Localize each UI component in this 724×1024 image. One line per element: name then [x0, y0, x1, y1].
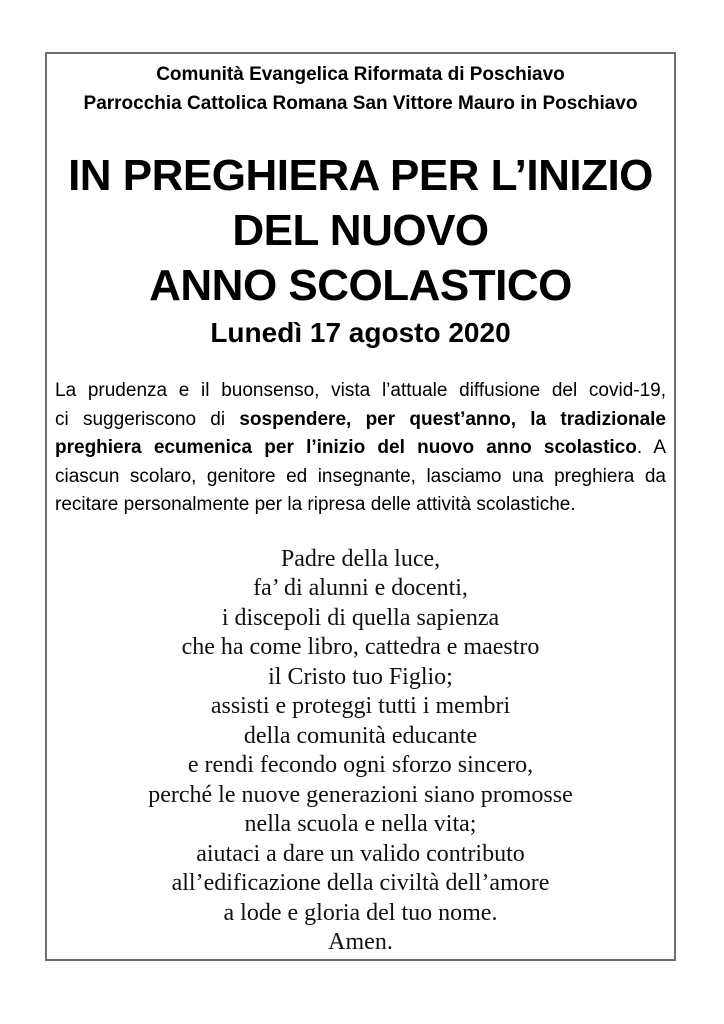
title-line-2: DEL NUOVO: [232, 206, 489, 255]
main-title: [53, 148, 668, 313]
org-name-catholic: Parrocchia Cattolica Romana San Vittore Mauro in Poschiavo: [83, 93, 638, 114]
prayer-line: perché le nuove generazioni siano promosse: [148, 781, 573, 808]
prayer-line: fa’ di alunni e docenti,: [253, 575, 468, 601]
page-border-frame: [45, 52, 676, 961]
event-date: Lunedì 17 agosto 2020: [210, 317, 511, 348]
title-line-1: IN PREGHIERA PER L’INIZIO: [68, 151, 653, 200]
notice-line: [55, 491, 666, 520]
notice-text: . A: [636, 437, 666, 458]
prayer-line: il Cristo tuo Figlio;: [268, 663, 453, 690]
notice-line: [55, 463, 666, 492]
prayer-text: [53, 545, 668, 958]
prayer-line: e rendi fecondo ogni sforzo sincero,: [187, 752, 534, 778]
prayer-line: assisti e proteggi tutti i membri: [210, 693, 511, 719]
church-header: [53, 60, 668, 118]
notice-text-bold: preghiera ecumenica per l’inizio del nuovo anno scolastico: [55, 437, 637, 458]
notice-line: [55, 434, 666, 463]
prayer-line: a lode e gloria del tuo nome.: [223, 899, 498, 926]
prayer-line: che ha come libro, cattedra e maestro: [181, 634, 540, 660]
notice-line: [55, 406, 666, 435]
prayer-line: i discepoli di quella sapienza: [221, 604, 500, 631]
prayer-line: della comunità educante: [243, 722, 478, 749]
notice-line: [55, 377, 666, 406]
notice-text: recitare personalmente per la ripresa delle attività scolastiche.: [55, 494, 576, 515]
prayer-line: Amen.: [328, 929, 393, 955]
title-line-3: ANNO SCOLASTICO: [149, 261, 572, 310]
prayer-line: aiutaci a dare un valido contributo: [196, 840, 525, 867]
notice-text: ci suggeriscono di: [55, 408, 240, 430]
prayer-line: nella scuola e nella vita;: [244, 811, 477, 837]
notice-text: La prudenza e il buonsenso, vista l’attuale diffusione del covid-19,: [55, 380, 666, 401]
covid-notice-paragraph: [53, 377, 668, 520]
notice-text-bold: sospendere, per quest’anno, la tradizionale: [239, 408, 666, 430]
prayer-line: Padre della luce,: [280, 545, 441, 572]
prayer-line: all’edificazione della civiltà dell’amore: [171, 870, 550, 896]
notice-text: ciascun scolaro, genitore ed insegnante, lasciamo una preghiera da: [55, 465, 666, 487]
org-name-evangelical: Comunità Evangelica Riformata di Poschiavo: [156, 64, 565, 85]
